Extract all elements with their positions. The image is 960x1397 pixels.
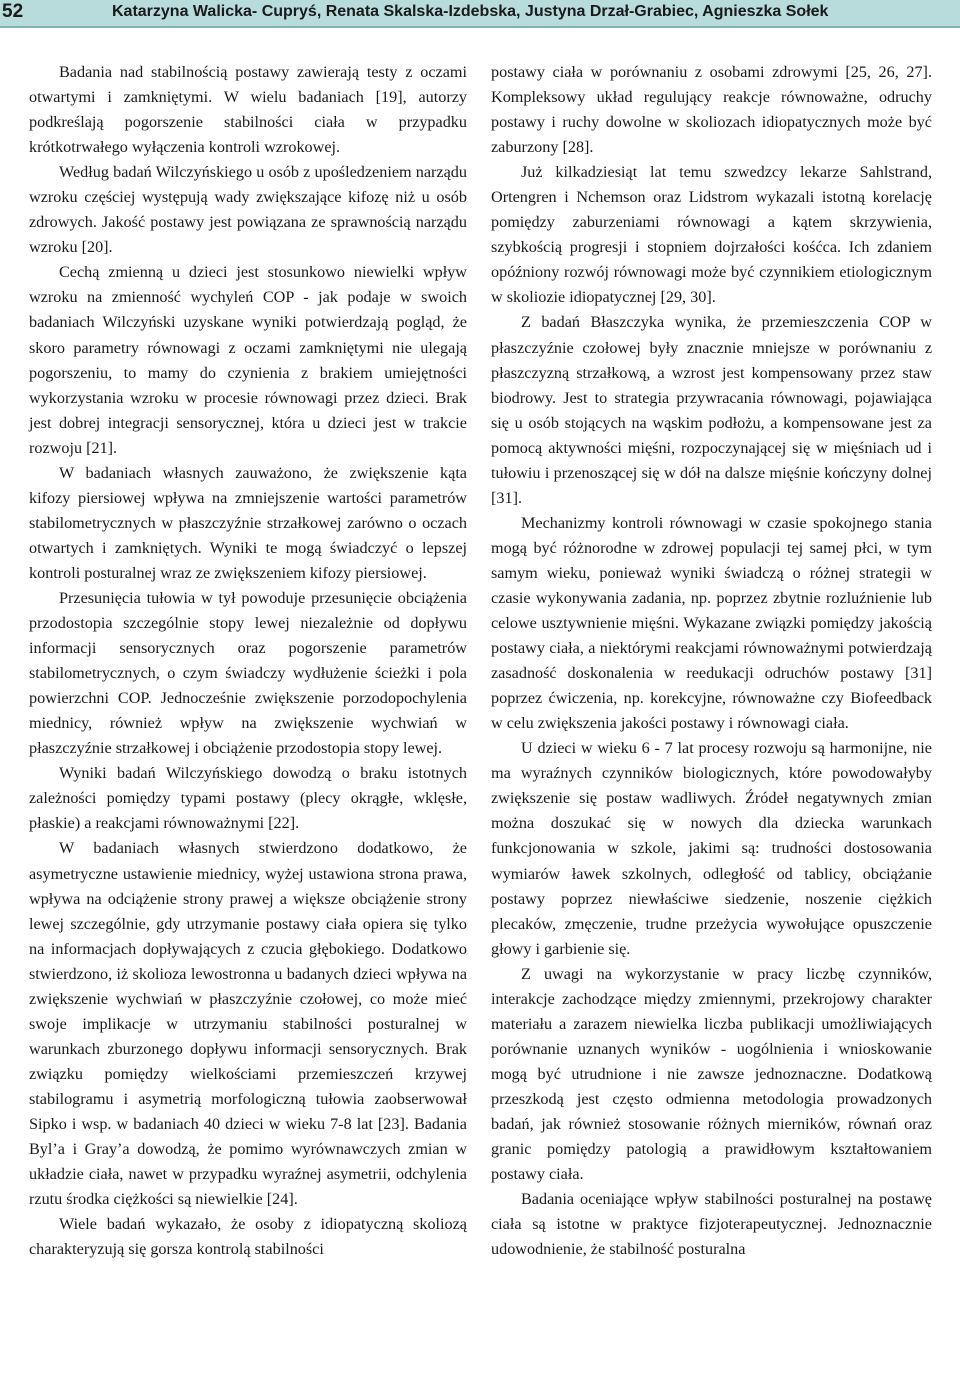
paragraph: Według badań Wilczyńskiego u osób z upośledzeniem narządu wzroku częściej występują wady zwiększające kifozę niż u osób zdrowych. Jakość postawy jest powiązana ze sprawnością narządu wzroku [20]. xyxy=(29,163,467,257)
right-column xyxy=(491,60,932,1262)
paragraph: Badania oceniające wpływ stabilności posturalnej na postawę ciała są istotne w praktyce fizjoterapeutycznej. Jednoznacznie udowodnienie, że stabilność posturalna xyxy=(491,1190,932,1259)
paragraph: W badaniach własnych stwierdzono dodatkowo, że asymetryczne ustawienie miednicy, wyżej ustawiona strona prawa, wpływa na odciążenie strony prawej a większe obciążenie strony lewej szczególnie, gdy utrzymanie postawy ciała opiera się tylko na informacjach dopływających z czucia głębokiego. Dodatkowo stwierdzono, iż skolioza lewostronna u badanych dzieci wpływa na zwiększenie wychwiań w płaszczyźnie czołowej, co może mieć swoje implikacje w utrzymaniu stabilności posturalnej w warunkach zburzonego dopływu informacji sensorycznych. Brak związku pomiędzy wielkościami przemieszczeń krzywej stabilogramu i asymetrią morfologiczną tułowia zaobserwował Sipko i wsp. w badaniach 40 dzieci w wieku 7-8 lat [23]. Badania Byl’a i Gray’a dowodzą, że pomimo wyrównawczych zmian w układzie ciała, nawet w przypadku wyraźnej asymetrii, odchylenia rzutu środka ciężkości są niewielkie [24]. xyxy=(29,839,467,1209)
paragraph: Już kilkadziesiąt lat temu szwedzcy lekarze Sahlstrand, Ortengren i Nchemson oraz Lidstrom wykazali istotną korelację pomiędzy zaburzeniami równowagi a kątem skrzywienia, szybkością progresji i stopniem dojrzałości kośćca. Ich zdaniem opóźniony rozwój równowagi może być czynnikiem etiologicznym w skoliozie idiopatycznej [29, 30]. xyxy=(491,163,932,307)
paragraph: Badania nad stabilnością postawy zawierają testy z oczami otwartymi i zamkniętymi. W wielu badaniach [19], autorzy podkreślają pogorszenie stabilności ciała w przypadku krótkotrwałego wyłączenia kontroli wzrokowej. xyxy=(29,63,467,157)
left-column xyxy=(29,60,467,1262)
paragraph: Wyniki badań Wilczyńskiego dowodzą o braku istotnych zależności pomiędzy typami postawy (plecy okrągłe, wklęsłe, płaskie) a reakcjami równoważnymi [22]. xyxy=(29,764,467,833)
paragraph: Mechanizmy kontroli równowagi w czasie spokojnego stania mogą być różnorodne w zdrowej populacji tej samej płci, w tym samym wieku, ponieważ wyniki świadczą o różnej strategii w czasie wykonywania zadania, np. poprzez zbytnie rozluźnienie lub celowe usztywnienie mięśni. Wykazane związki pomiędzy jakością postawy ciała, a niektórymi reakcjami równoważnymi potwierdzają zasadność doskonalenia w reedukacji odruchów postawy [31] poprzez ćwiczenia, np. korekcyjne, równoważne czy Biofeedback w celu zwiększenia jakości postawy i równowagi ciała. xyxy=(491,513,932,733)
paragraph: Wiele badań wykazało, że osoby z idiopatyczną skoliozą charakteryzują się gorsza kontrolą stabilności xyxy=(29,1215,467,1259)
paragraph: Z uwagi na wykorzystanie w pracy liczbę czynników, interakcje zachodzące między zmiennymi, przekrojowy charakter materiału a zarazem niewielka liczba publikacji umożliwiających porównanie uznanych wyników - uogólnienia i wnioskowanie mogą być utrudnione i nie zawsze jednoznaczne. Dodatkową przeszkodą jest często odmienna metodologia prowadzonych badań, jak również stosowanie różnych mierników, równań oraz granic pomiędzy patologią a prawidłowym kształtowaniem postawy ciała. xyxy=(491,964,932,1184)
paragraph: U dzieci w wieku 6 - 7 lat procesy rozwoju są harmonijne, nie ma wyraźnych czynników biologicznych, które powodowałyby zwiększenie się postaw wadliwych. Źródeł negatywnych zmian można doszukać się w nowych dla dziecka warunkach funkcjonowania w szkole, jakimi są: trudności dostosowania wymiarów ławek szkolnych, odległość od tablicy, obciążanie postawy poprzez niewłaściwe siedzenie, noszenie ciężkich plecaków, zmęczenie, trudne przeżycia wywołujące opuszczenie głowy i garbienie się. xyxy=(491,739,932,958)
page-number: 52 xyxy=(2,1,24,22)
header-authors: Katarzyna Walicka- Cupryś, Renata Skalska-Izdebska, Justyna Drzał-Grabiec, Agnieszka Sołek xyxy=(112,3,829,20)
paragraph: Przesunięcia tułowia w tył powoduje przesunięcie obciążenia przodostopia szczególnie stopy lewej niezależnie od dopływu informacji sensorycznych oraz pogorszenie parametrów stabilometrycznych, o czym świadczy wydłużenie ścieżki i pola powierzchni COP. Jednocześnie zwiększenie porzodopochylenia miednicy, również wpływ na zwiększenie wychwiań w płaszczyźnie strzałkowej i obciążenie przodostopia stopy lewej. xyxy=(29,588,467,758)
paragraph: Z badań Błaszczyka wynika, że przemieszczenia COP w płaszczyźnie czołowej były znacznie mniejsze w porównaniu z płaszczyzną strzałkową, a wzrost jest kompensowany przez staw biodrowy. Jest to strategia przywracania równowagi, pojawiająca się u osób stojących na wąskim podłożu, a kompensowane jest za pomocą aktywności mięśni, rozpoczynającej się w mięśniach ud i tułowiu i przenoszącej się w dół na dalsze mięśnie kończyny dolnej [31]. xyxy=(491,313,932,507)
paragraph: Cechą zmienną u dzieci jest stosunkowo niewielki wpływ wzroku na zmienność wychyleń COP - jak podaje w swoich badaniach Wilczyński uzyskane wyniki potwierdzają pogląd, że skoro parametry równowagi z oczami zamkniętymi nie ulegają pogorszeniu, to mamy do czynienia z brakiem umiejętności wykorzystania wzroku w procesie równowagi przez dzieci. Brak jest dobrej integracji sensorycznej, która u dzieci jest w trakcie rozwoju [21]. xyxy=(29,263,467,457)
running-header xyxy=(0,0,960,28)
paragraph-continued: postawy ciała w porównaniu z osobami zdrowymi [25, 26, 27]. Kompleksowy układ regulujący reakcje równoważne, odruchy postawy i ruchy dowolne w skoliozach idiopatycznych może być zaburzony [28]. xyxy=(491,63,932,157)
paragraph: W badaniach własnych zauważono, że zwiększenie kąta kifozy piersiowej wpływa na zmniejszenie wartości parametrów stabilometrycznych w płaszczyźnie strzałkowej zarówno o oczach otwartych i zamkniętych. Wyniki te mogą świadczyć o lepszej kontroli posturalnej wraz ze zwiększeniem kifozy piersiowej. xyxy=(29,463,467,582)
